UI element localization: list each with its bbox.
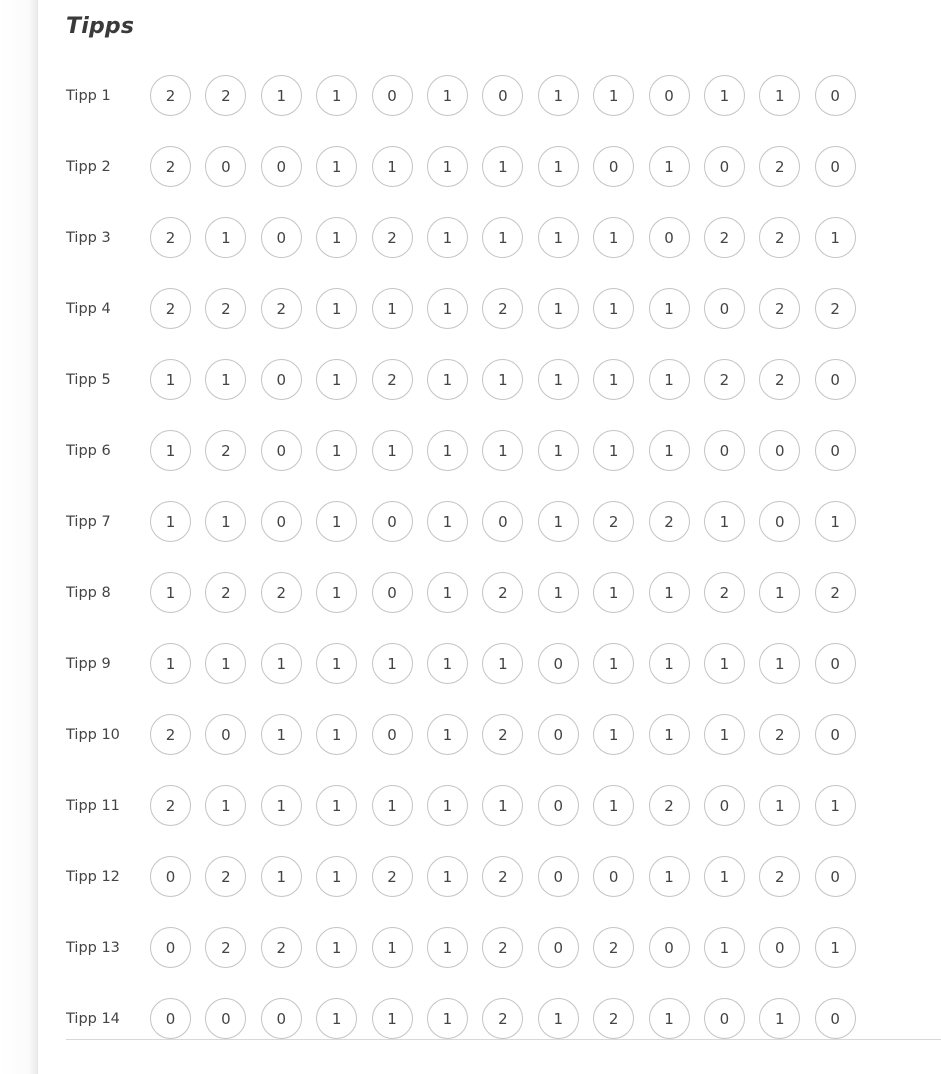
tip-values xyxy=(150,359,856,400)
tip-value-circle: 1 xyxy=(649,146,690,187)
tip-value-circle: 1 xyxy=(704,643,745,684)
tip-value-circle: 0 xyxy=(815,359,856,400)
tip-value-circle: 2 xyxy=(704,217,745,258)
tip-value-circle: 1 xyxy=(372,430,413,471)
tip-value-circle: 1 xyxy=(427,856,468,897)
tip-value-circle: 0 xyxy=(482,501,523,542)
tip-value-circle: 1 xyxy=(150,572,191,613)
tip-value-circle: 0 xyxy=(815,856,856,897)
tip-value-circle: 0 xyxy=(815,75,856,116)
tip-value-circle: 2 xyxy=(482,288,523,329)
tip-row xyxy=(66,60,941,131)
tip-value-circle: 1 xyxy=(316,359,357,400)
tip-row xyxy=(66,841,941,912)
tip-value-circle: 1 xyxy=(538,572,579,613)
tip-value-circle: 1 xyxy=(372,998,413,1039)
tip-value-circle: 1 xyxy=(704,714,745,755)
tip-value-circle: 1 xyxy=(316,856,357,897)
tip-value-circle: 2 xyxy=(649,501,690,542)
tip-value-circle: 0 xyxy=(704,785,745,826)
tip-value-circle: 0 xyxy=(704,288,745,329)
tip-value-circle: 1 xyxy=(205,217,246,258)
tip-value-circle: 1 xyxy=(316,217,357,258)
tip-value-circle: 2 xyxy=(759,146,800,187)
tip-value-circle: 1 xyxy=(815,501,856,542)
tip-row xyxy=(66,912,941,983)
page-edge-shadow xyxy=(0,0,38,1074)
tip-value-circle: 1 xyxy=(427,643,468,684)
tip-value-circle: 1 xyxy=(593,430,634,471)
tip-value-circle: 1 xyxy=(150,501,191,542)
tip-row xyxy=(66,131,941,202)
tip-value-circle: 0 xyxy=(150,998,191,1039)
tip-value-circle: 1 xyxy=(316,998,357,1039)
tip-values xyxy=(150,430,856,471)
tip-value-circle: 2 xyxy=(759,288,800,329)
tip-value-circle: 2 xyxy=(205,572,246,613)
tip-label: Tipp 13 xyxy=(66,939,120,956)
tip-value-circle: 1 xyxy=(649,288,690,329)
tip-values xyxy=(150,217,856,258)
tip-value-circle: 2 xyxy=(815,288,856,329)
tip-value-circle: 2 xyxy=(261,927,302,968)
tip-value-circle: 0 xyxy=(815,146,856,187)
tip-value-circle: 1 xyxy=(538,998,579,1039)
tip-value-circle: 2 xyxy=(372,856,413,897)
tip-value-circle: 0 xyxy=(372,75,413,116)
tip-values xyxy=(150,998,856,1039)
tip-value-circle: 1 xyxy=(704,856,745,897)
tip-value-circle: 1 xyxy=(649,998,690,1039)
tip-value-circle: 1 xyxy=(538,217,579,258)
tip-value-circle: 1 xyxy=(649,643,690,684)
tip-values xyxy=(150,75,856,116)
tip-value-circle: 1 xyxy=(372,927,413,968)
tip-values xyxy=(150,785,856,826)
tip-value-circle: 1 xyxy=(261,714,302,755)
tip-value-circle: 1 xyxy=(205,359,246,400)
tip-label: Tipp 2 xyxy=(66,158,111,175)
tip-value-circle: 1 xyxy=(649,430,690,471)
tip-value-circle: 1 xyxy=(427,785,468,826)
tip-values xyxy=(150,146,856,187)
tip-value-circle: 1 xyxy=(372,643,413,684)
tip-values xyxy=(150,572,856,613)
tip-value-circle: 1 xyxy=(649,572,690,613)
tip-value-circle: 2 xyxy=(205,75,246,116)
tip-value-circle: 2 xyxy=(150,75,191,116)
tip-value-circle: 1 xyxy=(759,998,800,1039)
tip-value-circle: 1 xyxy=(427,430,468,471)
tip-value-circle: 1 xyxy=(482,430,523,471)
tip-value-circle: 1 xyxy=(538,75,579,116)
tip-value-circle: 1 xyxy=(205,785,246,826)
tip-value-circle: 1 xyxy=(759,75,800,116)
tip-value-circle: 0 xyxy=(649,217,690,258)
tip-value-circle: 1 xyxy=(372,288,413,329)
tip-value-circle: 1 xyxy=(815,785,856,826)
tip-label: Tipp 7 xyxy=(66,513,111,530)
tip-label: Tipp 9 xyxy=(66,655,111,672)
tip-value-circle: 2 xyxy=(593,998,634,1039)
tip-value-circle: 1 xyxy=(316,146,357,187)
tip-values xyxy=(150,501,856,542)
tip-value-circle: 2 xyxy=(704,359,745,400)
tip-value-circle: 2 xyxy=(759,359,800,400)
tip-value-circle: 1 xyxy=(482,785,523,826)
tip-value-circle: 1 xyxy=(427,501,468,542)
tip-label: Tipp 11 xyxy=(66,797,120,814)
tip-value-circle: 1 xyxy=(372,785,413,826)
tip-value-circle: 2 xyxy=(205,856,246,897)
tip-value-circle: 1 xyxy=(815,217,856,258)
tip-value-circle: 1 xyxy=(593,714,634,755)
tip-value-circle: 2 xyxy=(759,217,800,258)
tip-row xyxy=(66,486,941,557)
tip-value-circle: 0 xyxy=(538,856,579,897)
tip-value-circle: 1 xyxy=(759,785,800,826)
tip-value-circle: 2 xyxy=(205,288,246,329)
tip-value-circle: 0 xyxy=(261,359,302,400)
tip-label: Tipp 14 xyxy=(66,1010,120,1027)
tip-value-circle: 1 xyxy=(205,643,246,684)
tip-value-circle: 1 xyxy=(427,217,468,258)
tip-value-circle: 1 xyxy=(593,643,634,684)
tip-row xyxy=(66,273,941,344)
tip-value-circle: 1 xyxy=(482,217,523,258)
tip-value-circle: 2 xyxy=(649,785,690,826)
tip-label: Tipp 4 xyxy=(66,300,111,317)
tip-value-circle: 1 xyxy=(482,359,523,400)
tip-row xyxy=(66,344,941,415)
tip-value-circle: 0 xyxy=(205,146,246,187)
tip-value-circle: 1 xyxy=(427,359,468,400)
tip-value-circle: 0 xyxy=(261,217,302,258)
tip-value-circle: 0 xyxy=(815,714,856,755)
tip-value-circle: 1 xyxy=(538,359,579,400)
tip-value-circle: 0 xyxy=(815,998,856,1039)
tip-value-circle: 1 xyxy=(538,430,579,471)
tip-value-circle: 0 xyxy=(150,927,191,968)
tip-row xyxy=(66,628,941,699)
tip-value-circle: 2 xyxy=(205,430,246,471)
tip-value-circle: 1 xyxy=(482,643,523,684)
tip-value-circle: 0 xyxy=(372,572,413,613)
tip-value-circle: 0 xyxy=(538,927,579,968)
tip-value-circle: 2 xyxy=(372,217,413,258)
tip-value-circle: 1 xyxy=(593,75,634,116)
tip-value-circle: 1 xyxy=(427,998,468,1039)
tip-value-circle: 0 xyxy=(759,501,800,542)
tip-value-circle: 2 xyxy=(205,927,246,968)
tip-value-circle: 2 xyxy=(372,359,413,400)
tip-value-circle: 1 xyxy=(482,146,523,187)
tip-value-circle: 1 xyxy=(150,430,191,471)
tip-value-circle: 0 xyxy=(815,430,856,471)
tip-value-circle: 1 xyxy=(538,288,579,329)
tip-value-circle: 0 xyxy=(704,146,745,187)
tip-value-circle: 1 xyxy=(316,785,357,826)
tip-value-circle: 2 xyxy=(482,927,523,968)
tip-value-circle: 0 xyxy=(759,430,800,471)
tip-value-circle: 1 xyxy=(427,572,468,613)
tip-label: Tipp 1 xyxy=(66,87,111,104)
tip-value-circle: 2 xyxy=(261,288,302,329)
tip-value-circle: 0 xyxy=(482,75,523,116)
section-divider xyxy=(66,1039,941,1040)
tip-value-circle: 2 xyxy=(482,998,523,1039)
tip-label: Tipp 6 xyxy=(66,442,111,459)
tip-value-circle: 0 xyxy=(593,856,634,897)
tip-value-circle: 2 xyxy=(150,288,191,329)
tip-value-circle: 0 xyxy=(261,998,302,1039)
tip-value-circle: 1 xyxy=(150,359,191,400)
tip-value-circle: 0 xyxy=(704,998,745,1039)
tip-value-circle: 0 xyxy=(261,501,302,542)
tip-value-circle: 1 xyxy=(316,643,357,684)
tip-value-circle: 1 xyxy=(649,359,690,400)
tip-value-circle: 0 xyxy=(150,856,191,897)
tip-value-circle: 1 xyxy=(205,501,246,542)
tip-value-circle: 2 xyxy=(593,927,634,968)
tip-value-circle: 0 xyxy=(538,714,579,755)
tip-value-circle: 1 xyxy=(704,927,745,968)
tip-value-circle: 0 xyxy=(261,430,302,471)
tip-row xyxy=(66,770,941,841)
tip-value-circle: 2 xyxy=(759,856,800,897)
tip-label: Tipp 12 xyxy=(66,868,120,885)
tip-value-circle: 2 xyxy=(482,714,523,755)
tip-value-circle: 0 xyxy=(593,146,634,187)
tip-value-circle: 0 xyxy=(205,714,246,755)
tip-value-circle: 2 xyxy=(150,785,191,826)
tip-value-circle: 1 xyxy=(538,501,579,542)
tip-values xyxy=(150,714,856,755)
tip-value-circle: 1 xyxy=(593,572,634,613)
tip-value-circle: 2 xyxy=(150,714,191,755)
tip-value-circle: 1 xyxy=(593,217,634,258)
tip-list xyxy=(66,60,941,1054)
tip-row xyxy=(66,983,941,1054)
tip-values xyxy=(150,643,856,684)
tip-value-circle: 1 xyxy=(316,430,357,471)
tip-value-circle: 1 xyxy=(815,927,856,968)
tip-value-circle: 1 xyxy=(427,714,468,755)
tip-label: Tipp 10 xyxy=(66,726,120,743)
tip-values xyxy=(150,927,856,968)
tip-value-circle: 0 xyxy=(815,643,856,684)
tip-value-circle: 2 xyxy=(150,146,191,187)
tip-value-circle: 0 xyxy=(649,75,690,116)
tip-value-circle: 2 xyxy=(593,501,634,542)
tip-value-circle: 1 xyxy=(261,856,302,897)
tip-value-circle: 1 xyxy=(261,785,302,826)
tip-value-circle: 1 xyxy=(150,643,191,684)
tip-label: Tipp 5 xyxy=(66,371,111,388)
tip-value-circle: 1 xyxy=(316,714,357,755)
tip-value-circle: 1 xyxy=(316,572,357,613)
section-title: Tipps xyxy=(66,14,135,39)
tip-value-circle: 0 xyxy=(372,714,413,755)
tip-value-circle: 2 xyxy=(150,217,191,258)
tip-value-circle: 2 xyxy=(261,572,302,613)
tip-value-circle: 1 xyxy=(261,643,302,684)
tip-value-circle: 2 xyxy=(482,572,523,613)
tip-value-circle: 1 xyxy=(316,927,357,968)
tip-value-circle: 1 xyxy=(427,927,468,968)
tip-values xyxy=(150,288,856,329)
tip-value-circle: 2 xyxy=(704,572,745,613)
tip-row xyxy=(66,415,941,486)
tip-value-circle: 1 xyxy=(593,288,634,329)
tip-value-circle: 1 xyxy=(372,146,413,187)
tip-label: Tipp 8 xyxy=(66,584,111,601)
tip-value-circle: 1 xyxy=(649,856,690,897)
tip-value-circle: 2 xyxy=(759,714,800,755)
tip-value-circle: 0 xyxy=(759,927,800,968)
tip-values xyxy=(150,856,856,897)
tip-value-circle: 1 xyxy=(759,572,800,613)
tip-value-circle: 0 xyxy=(538,785,579,826)
tip-value-circle: 1 xyxy=(316,75,357,116)
tip-value-circle: 2 xyxy=(815,572,856,613)
tip-value-circle: 0 xyxy=(205,998,246,1039)
tip-value-circle: 1 xyxy=(593,359,634,400)
tip-value-circle: 1 xyxy=(704,75,745,116)
tip-value-circle: 1 xyxy=(649,714,690,755)
tip-value-circle: 1 xyxy=(427,75,468,116)
tip-value-circle: 0 xyxy=(372,501,413,542)
tip-value-circle: 1 xyxy=(316,501,357,542)
tip-value-circle: 1 xyxy=(593,785,634,826)
tip-value-circle: 0 xyxy=(261,146,302,187)
tip-value-circle: 0 xyxy=(649,927,690,968)
tip-value-circle: 1 xyxy=(261,75,302,116)
tips-section xyxy=(66,0,941,1074)
tip-label: Tipp 3 xyxy=(66,229,111,246)
tip-value-circle: 1 xyxy=(316,288,357,329)
tip-value-circle: 1 xyxy=(427,146,468,187)
tip-value-circle: 2 xyxy=(482,856,523,897)
tip-value-circle: 1 xyxy=(759,643,800,684)
tip-value-circle: 0 xyxy=(538,643,579,684)
tip-row xyxy=(66,699,941,770)
tip-row xyxy=(66,202,941,273)
tip-value-circle: 1 xyxy=(427,288,468,329)
tip-row xyxy=(66,557,941,628)
tip-value-circle: 0 xyxy=(704,430,745,471)
tip-value-circle: 1 xyxy=(538,146,579,187)
tip-value-circle: 1 xyxy=(704,501,745,542)
